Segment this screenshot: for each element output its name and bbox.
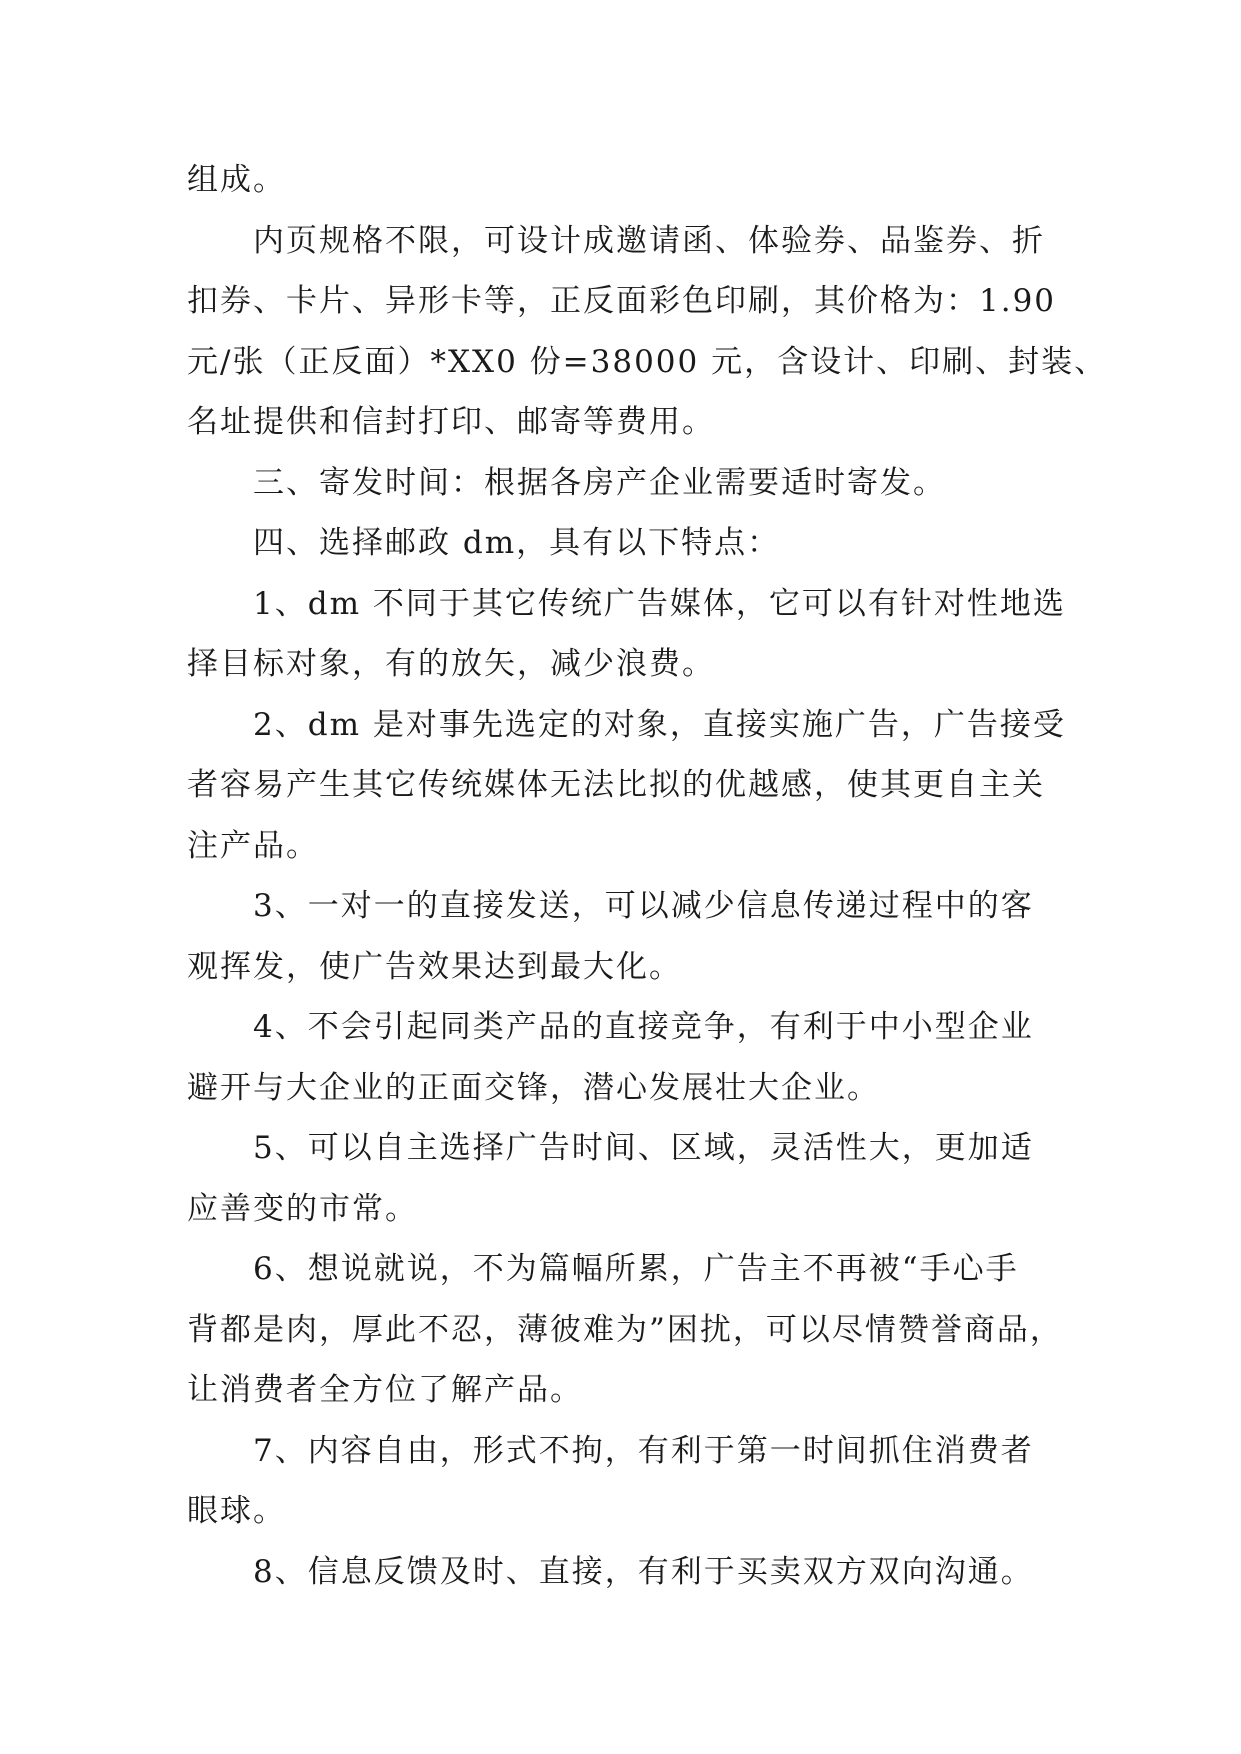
text-line: 组成。 (187, 162, 286, 198)
paragraph (187, 513, 1067, 574)
text-line: 元/张（正反面）*XX0 份=38000 元，含设计、印刷、封装、 (187, 343, 1108, 380)
paragraph (187, 453, 1067, 514)
document-body (187, 150, 1108, 1602)
text-line: 避开与大企业的正面交锋，潜心发展壮大企业。 (187, 1069, 880, 1106)
text-line: 内页规格不限，可设计成邀请函、体验券、品鉴券、折 (253, 222, 1045, 259)
paragraph (187, 997, 1067, 1118)
paragraph (187, 1239, 1067, 1421)
text-line: 三、寄发时间：根据各房产企业需要适时寄发。 (253, 464, 946, 501)
text-line: 2、dm 是对事先选定的对象，直接实施广告，广告接受 (253, 706, 1066, 743)
text-line: 6、想说就说，不为篇幅所累，广告主不再被“手心手 (253, 1251, 1019, 1287)
text-line: 择目标对象，有的放矢，减少浪费。 (187, 646, 715, 682)
text-line: 让消费者全方位了解产品。 (187, 1372, 583, 1408)
paragraph (187, 1118, 1067, 1239)
paragraph (187, 150, 1067, 211)
text-line: 7、内容自由，形式不拘，有利于第一时间抓住消费者 (253, 1432, 1034, 1469)
text-line: 四、选择邮政 dm，具有以下特点： (253, 525, 781, 561)
text-line: 背都是肉，厚此不忍，薄彼难为”困扰，可以尽情赞誉商品， (187, 1311, 1063, 1348)
text-line: 4、不会引起同类产品的直接竞争，有利于中小型企业 (253, 1009, 1034, 1045)
text-line: 观挥发，使广告效果达到最大化。 (187, 948, 682, 985)
text-line: 扣券、卡片、异形卡等，正反面彩色印刷，其价格为：1.90 (187, 283, 1057, 319)
text-line: 者容易产生其它传统媒体无法比拟的优越感，使其更自主关 (187, 767, 1045, 803)
text-line: 注产品。 (187, 827, 319, 864)
text-line: 8、信息反馈及时、直接，有利于买卖双方双向沟通。 (253, 1553, 1034, 1590)
text-line: 眼球。 (187, 1493, 286, 1529)
paragraph (187, 695, 1067, 877)
text-line: 1、dm 不同于其它传统广告媒体，它可以有针对性地选 (253, 585, 1066, 622)
text-line: 应善变的市常。 (187, 1190, 418, 1227)
paragraph (187, 1542, 1067, 1603)
paragraph (187, 574, 1067, 695)
text-line: 3、一对一的直接发送，可以减少信息传递过程中的客 (253, 888, 1034, 924)
paragraph (187, 1421, 1067, 1542)
paragraph (187, 211, 1108, 453)
text-line: 5、可以自主选择广告时间、区域，灵活性大，更加适 (253, 1130, 1034, 1166)
text-line: 名址提供和信封打印、邮寄等费用。 (187, 404, 715, 440)
paragraph (187, 876, 1067, 997)
